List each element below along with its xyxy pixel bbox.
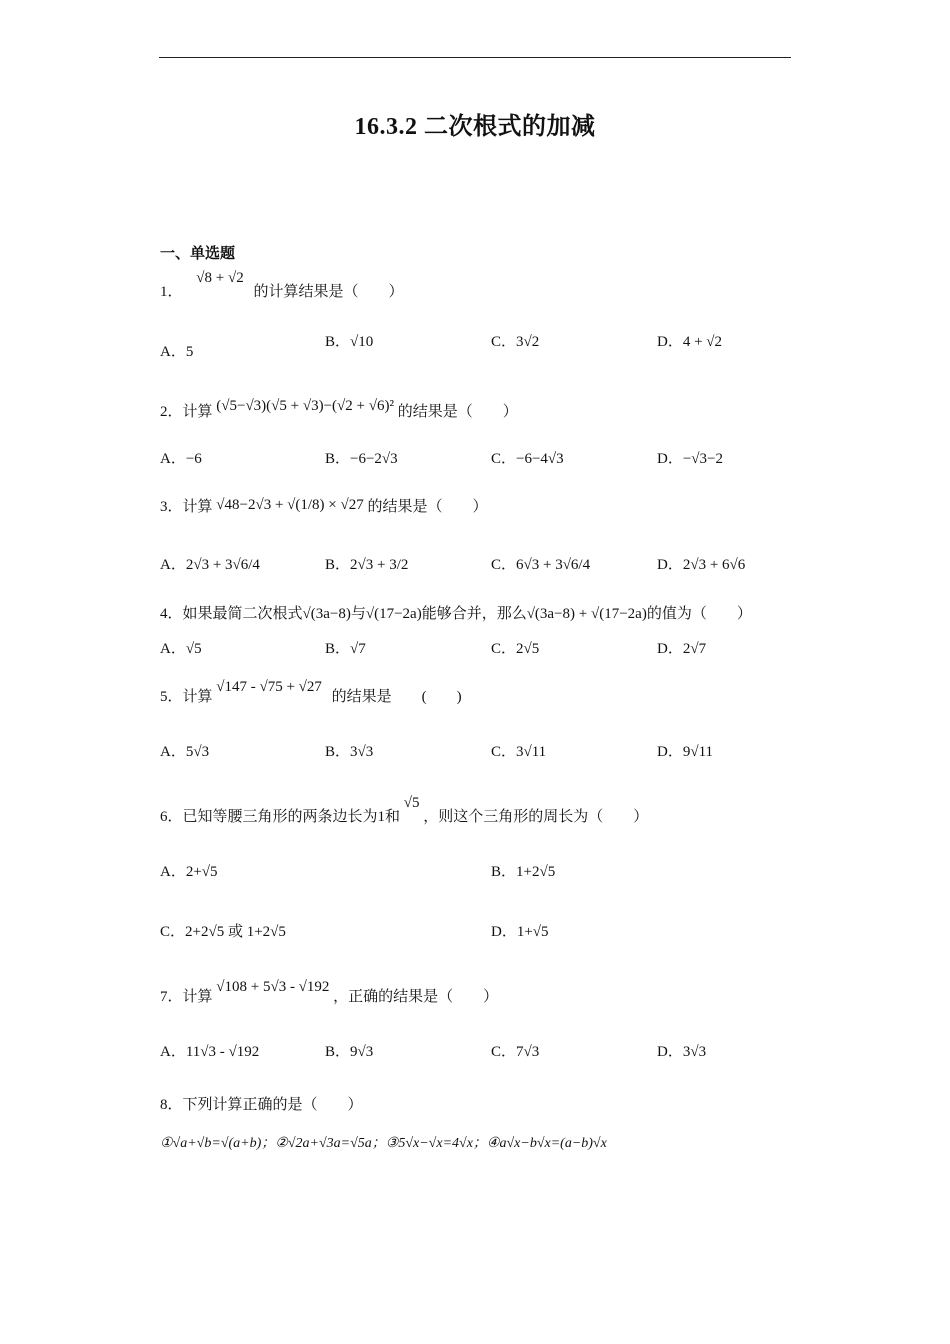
question-number: 1． bbox=[160, 284, 183, 300]
option-c: C．7√3 bbox=[491, 1044, 540, 1060]
option-b: B．3√3 bbox=[325, 744, 374, 760]
option-d: D．2√3 + 6√6 bbox=[657, 557, 746, 573]
option-b: B．9√3 bbox=[325, 1044, 374, 1060]
statement-list bbox=[160, 1132, 607, 1152]
option-d: D．9√11 bbox=[657, 744, 714, 760]
question-text: 8．下列计算正确的是（ ） bbox=[160, 1097, 363, 1113]
question-number: 6．已知等腰三角形的两条边长为1和 bbox=[160, 809, 401, 825]
option-d: D．3√3 bbox=[657, 1044, 707, 1060]
option-c: C．3√2 bbox=[491, 334, 540, 350]
page-title: 16.3.2 二次根式的加减 bbox=[354, 114, 596, 140]
statement-2: ；②√2a+√3a=√5a bbox=[261, 1136, 372, 1151]
math-expression: √147 - √75 + √27 bbox=[216, 679, 322, 695]
question-number: 3．计算 bbox=[160, 499, 213, 515]
header-rule bbox=[159, 57, 791, 58]
math-expression: √8 + √2 bbox=[196, 270, 244, 286]
question-number: 4．如果最简二次根式 bbox=[160, 606, 303, 622]
option-a: A．2+√5 bbox=[160, 864, 218, 880]
option-b: B．−6−2√3 bbox=[325, 451, 398, 467]
question-number: 2．计算 bbox=[160, 404, 213, 420]
option-d: D．4 + √2 bbox=[657, 334, 723, 350]
question-4 bbox=[160, 602, 752, 623]
question-6 bbox=[160, 795, 649, 826]
question-2 bbox=[160, 400, 518, 421]
math-expression: √48−2√3 + √(1/8) × √27 bbox=[216, 497, 364, 513]
question-text: 的结果是 ( ) bbox=[331, 689, 462, 705]
section-heading: 一、单选题 bbox=[160, 246, 236, 262]
question-5 bbox=[160, 679, 462, 706]
math-expression: √108 + 5√3 - √192 bbox=[216, 979, 330, 995]
option-b: B．√7 bbox=[325, 641, 366, 657]
option-d: D．2√7 bbox=[657, 641, 707, 657]
math-expression: √5 bbox=[403, 795, 420, 811]
question-text: 与√(17−2a)能够合并，那么√(3a−8) + √(17−2a)的值为（ ） bbox=[350, 606, 752, 622]
question-number: 5．计算 bbox=[160, 689, 213, 705]
option-d: D．−√3−2 bbox=[657, 451, 723, 467]
option-a: A．2√3 + 3√6/4 bbox=[160, 557, 260, 573]
option-c: C．2√5 bbox=[491, 641, 540, 657]
option-a: A．5 bbox=[160, 344, 194, 360]
option-c: C．3√11 bbox=[491, 744, 547, 760]
option-a: A．11√3 - √192 bbox=[160, 1044, 260, 1060]
question-number: 7．计算 bbox=[160, 989, 213, 1005]
option-c: C．−6−4√3 bbox=[491, 451, 564, 467]
option-c: C．6√3 + 3√6/4 bbox=[491, 557, 591, 573]
option-b: B．√10 bbox=[325, 334, 374, 350]
question-text: ，正确的结果是（ ） bbox=[333, 989, 499, 1005]
question-8 bbox=[160, 1093, 363, 1114]
question-text: 的结果是（ ） bbox=[397, 404, 518, 420]
statement-4: ；④a√x−b√x=(a−b)√x bbox=[472, 1136, 607, 1151]
option-b: B．2√3 + 3/2 bbox=[325, 557, 409, 573]
question-3 bbox=[160, 495, 488, 516]
option-a: A．√5 bbox=[160, 641, 202, 657]
question-7 bbox=[160, 979, 499, 1006]
question-1 bbox=[160, 270, 404, 301]
statement-3: ；③5√x−√x=4√x bbox=[371, 1136, 473, 1151]
question-text: ，则这个三角形的周长为（ ） bbox=[423, 809, 649, 825]
option-d: D．1+√5 bbox=[491, 924, 549, 940]
option-a: A．5√3 bbox=[160, 744, 210, 760]
option-a: A．−6 bbox=[160, 451, 202, 467]
math-expression: (√5−√3)(√5 + √3)−(√2 + √6)² bbox=[216, 398, 394, 414]
statement-1: ①√a+√b=√(a+b) bbox=[160, 1136, 262, 1151]
option-b: B．1+2√5 bbox=[491, 864, 556, 880]
option-c: C．2+2√5 或 1+2√5 bbox=[160, 924, 286, 940]
math-expression: √(3a−8) bbox=[302, 606, 351, 622]
question-text: 的结果是（ ） bbox=[367, 499, 488, 515]
question-text: 的计算结果是（ ） bbox=[253, 284, 404, 300]
